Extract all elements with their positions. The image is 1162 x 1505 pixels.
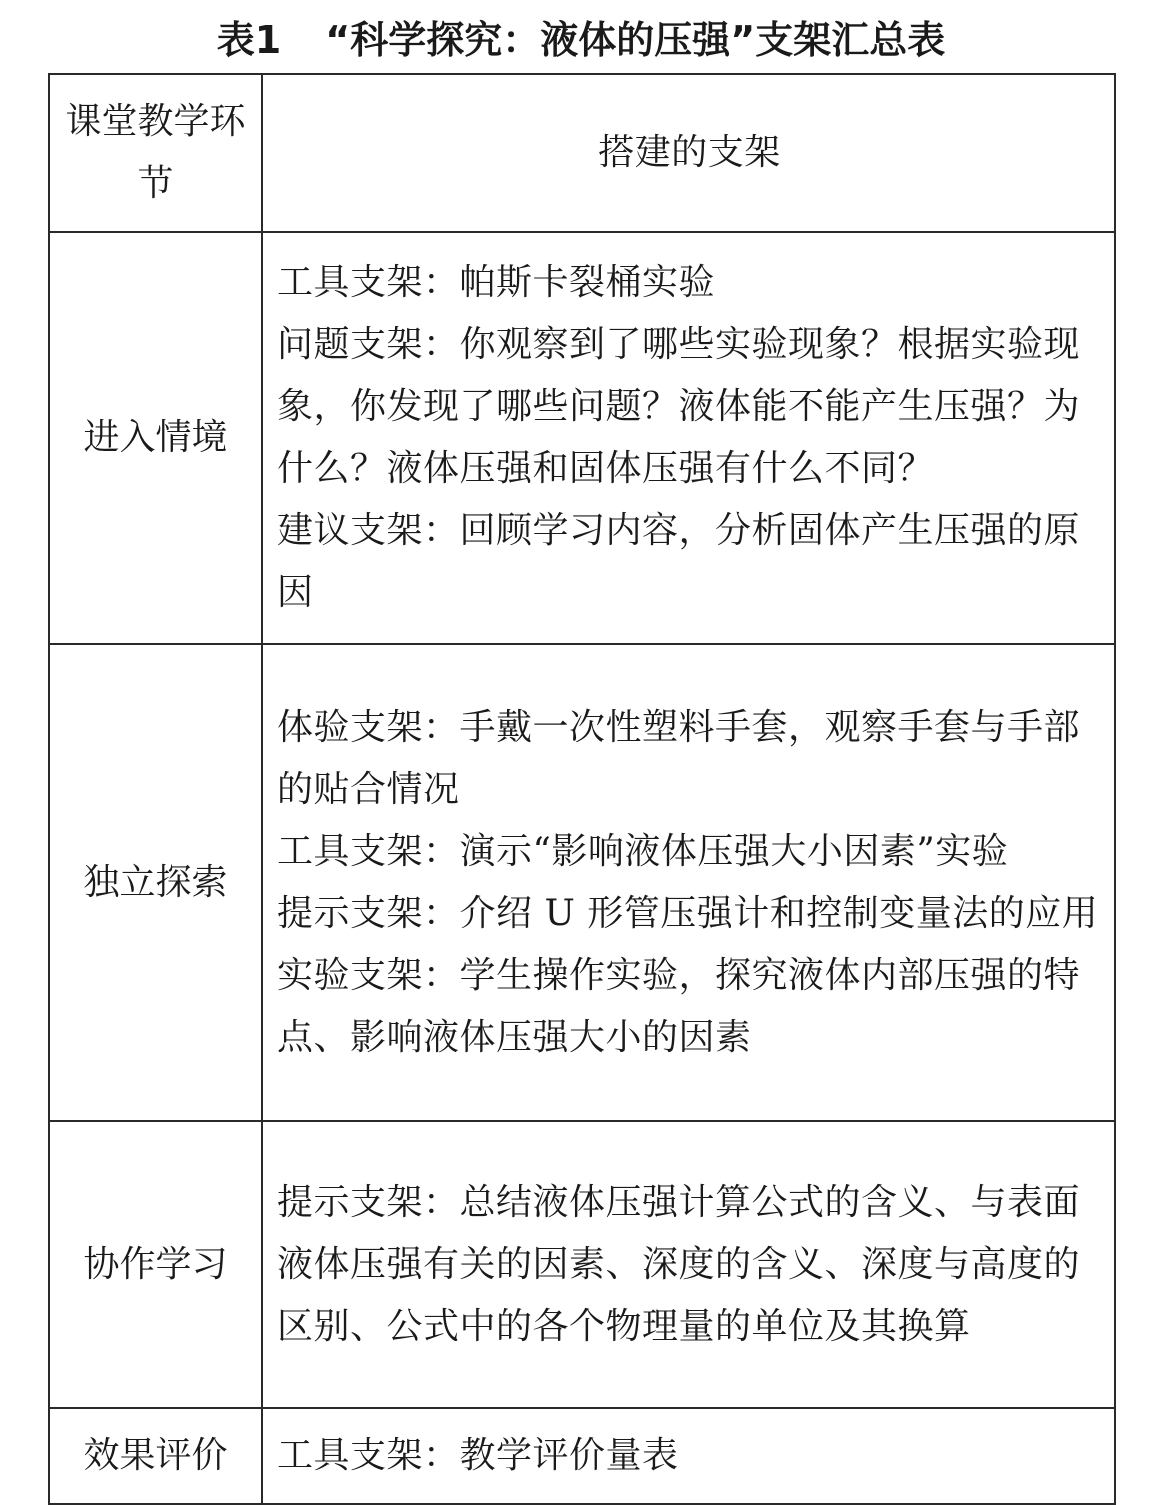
scaffold-item: 提示支架：总结液体压强计算公式的含义、与表面液体压强有关的因素、深度的含义、深度与高度的区别、公式中的各个物理量的单位及其换算 (277, 1181, 1081, 1347)
scaffold-item: 工具支架：教学评价量表 (277, 1435, 679, 1476)
table-caption (0, 14, 1162, 66)
scaffold-summary-table (48, 73, 1116, 1505)
stage-label: 独立探索 (83, 861, 228, 903)
scaffold-cell (262, 1408, 1115, 1504)
scaffold-item: 问题支架：你观察到了哪些实验现象？根据实验现象，你发现了哪些问题？液体能不能产生压强？为什么？液体压强和固体压强有什么不同？ (277, 324, 1081, 489)
scaffold-item: 提示支架：介绍 U 形管压强计和控制变量法的应用 (277, 892, 1099, 934)
stage-cell (49, 644, 262, 1121)
stage-label: 进入情境 (83, 417, 228, 458)
scaffold-item: 体验支架：手戴一次性塑料手套，观察手套与手部的贴合情况 (277, 706, 1081, 810)
header-stage (49, 74, 262, 232)
scaffold-item: 建议支架：回顾学习内容，分析固体产生压强的原因 (277, 510, 1081, 613)
table-row (49, 1121, 1115, 1408)
table-row (49, 232, 1115, 644)
stage-cell (49, 1121, 262, 1408)
table-title: “科学探究：液体的压强”支架汇总表 (325, 18, 946, 62)
scaffold-item: 工具支架：帕斯卡裂桶实验 (277, 262, 716, 303)
table-row (49, 1408, 1115, 1504)
scaffold-cell (262, 644, 1115, 1121)
header-scaffold (262, 74, 1115, 232)
stage-label: 协作学习 (83, 1243, 228, 1285)
scaffold-cell (262, 232, 1115, 644)
header-stage-label: 课堂教学环节 (65, 101, 246, 204)
table-header-row (49, 74, 1115, 232)
header-scaffold-label: 搭建的支架 (598, 132, 781, 173)
table-row (49, 644, 1115, 1121)
scaffold-item: 实验支架：学生操作实验，探究液体内部压强的特点、影响液体压强大小的因素 (277, 954, 1081, 1058)
scaffold-item: 工具支架：演示“影响液体压强大小因素”实验 (277, 830, 1009, 872)
scaffold-cell (262, 1121, 1115, 1408)
stage-label: 效果评价 (83, 1435, 228, 1476)
stage-cell (49, 232, 262, 644)
table-number: 表1 (216, 18, 282, 62)
stage-cell (49, 1408, 262, 1504)
